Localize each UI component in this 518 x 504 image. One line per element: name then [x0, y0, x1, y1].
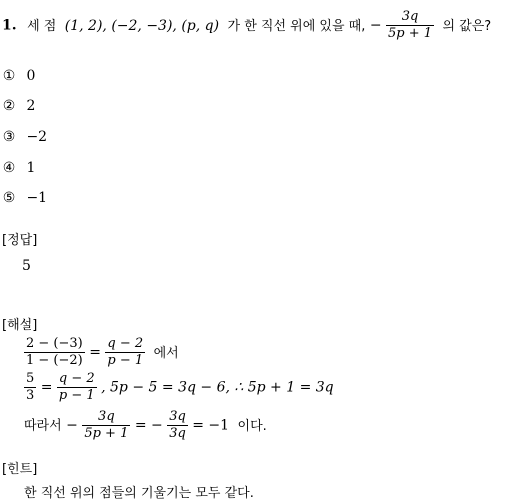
hint-label: [힌트] [2, 462, 38, 477]
fraction-denominator: 1 − (−2) [26, 353, 83, 368]
explanation-fraction [105, 337, 145, 368]
choice-value: 0 [26, 68, 36, 84]
choice-value: 1 [26, 160, 36, 176]
answer-value: 5 [22, 258, 31, 274]
choice-mark: ⑤ [2, 190, 16, 206]
fraction-numerator: 3q [82, 410, 130, 426]
explanation-fraction [24, 372, 36, 403]
explanation-label: [해설] [2, 318, 38, 333]
explanation-fraction [82, 410, 130, 441]
fraction-numerator: q − 2 [107, 336, 144, 351]
question-neg: − [369, 17, 382, 34]
choice-mark: ② [2, 98, 16, 114]
question-points: (1, 2), (−2, −3), (p, q) [64, 17, 220, 34]
fraction-denominator: p − 1 [107, 353, 144, 368]
fraction-denominator: 3 [26, 388, 35, 403]
fraction-denominator: p − 1 [58, 388, 95, 403]
fraction-numerator: 5 [26, 371, 35, 386]
fraction-denominator: 5p + 1 [84, 426, 129, 441]
explanation-line-2 [24, 372, 334, 403]
question-middle: 가 한 직선 위에 있을 때, [227, 18, 366, 34]
answer-label: [정답] [2, 233, 38, 248]
question [2, 10, 491, 41]
fraction-numerator: 3q [169, 409, 186, 424]
fraction-numerator: 2 − (−3) [26, 336, 83, 351]
question-suffix: 의 값은? [442, 18, 492, 34]
explanation-fraction [24, 337, 85, 368]
choice-3[interactable] [2, 129, 47, 145]
explanation-head: 따라서 [24, 418, 62, 434]
choice-value: −1 [26, 190, 48, 206]
question-fraction [386, 10, 434, 41]
choice-value: −2 [26, 129, 48, 145]
hint-text: 한 직선 위의 점들의 기울기는 모두 같다. [24, 486, 254, 501]
choice-mark: ① [2, 68, 16, 84]
question-prefix: 세 점 [27, 18, 57, 34]
equals-sign: = [40, 379, 53, 396]
question-number: 1. [2, 17, 17, 34]
explanation-result: = −1 [192, 417, 230, 434]
equals-sign: = [89, 344, 101, 361]
fraction-numerator: q − 2 [58, 371, 95, 386]
question-frac-den: 5p + 1 [388, 26, 433, 41]
choice-mark: ③ [2, 129, 16, 145]
minus-sign: − [66, 417, 78, 434]
explanation-fraction [57, 372, 97, 403]
question-frac-num: 3q [386, 10, 434, 26]
explanation-equation: , 5p − 5 = 3q − 6, ∴ 5p + 1 = 3q [101, 379, 334, 396]
explanation-end: 이다. [237, 418, 267, 434]
choice-5[interactable] [2, 190, 47, 206]
choice-value: 2 [26, 98, 36, 114]
explanation-line-3 [24, 410, 267, 441]
choice-2[interactable] [2, 98, 35, 114]
choice-4[interactable] [2, 160, 35, 176]
explanation-line-1 [24, 337, 179, 368]
fraction-denominator: 3q [169, 426, 186, 441]
choice-mark: ④ [2, 160, 16, 176]
equals-sign: = − [134, 417, 163, 434]
choice-1[interactable] [2, 68, 35, 84]
explanation-tail: 에서 [153, 345, 179, 361]
explanation-fraction [167, 410, 188, 441]
